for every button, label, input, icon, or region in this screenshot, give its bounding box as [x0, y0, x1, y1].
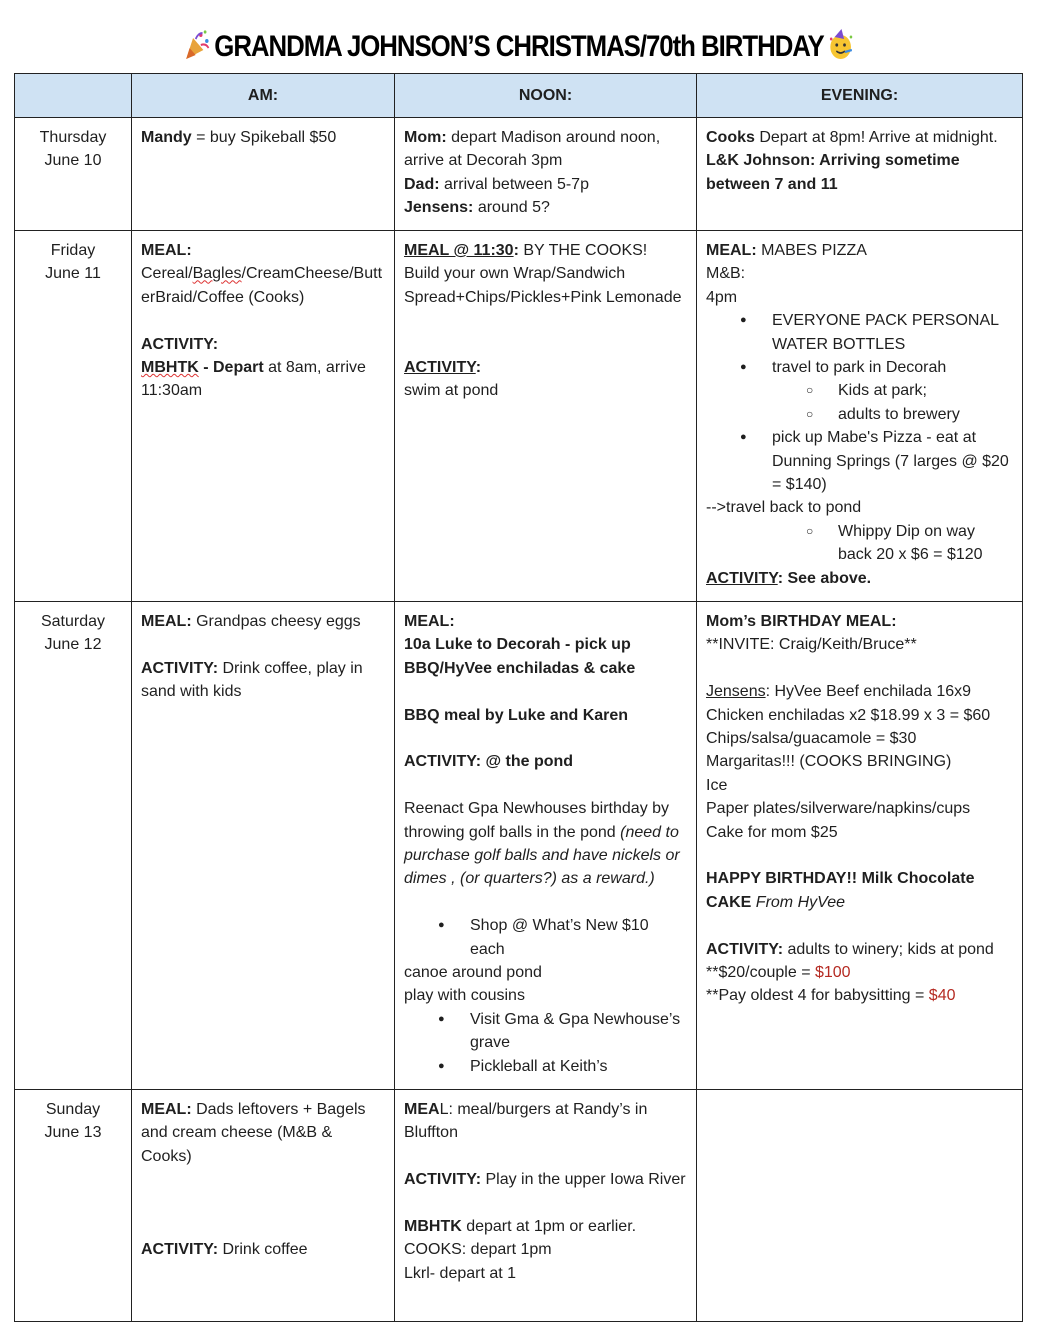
activity-label: ACTIVITY:	[141, 335, 219, 353]
activity-label: ACTIVITY: @ the pond	[404, 753, 574, 771]
paper-text: Paper plates/silverware/napkins/cups	[706, 800, 971, 818]
canoe-text: canoe around pond	[404, 964, 542, 982]
jensens-label: Jensens:	[404, 199, 474, 217]
am-cell	[132, 1090, 395, 1322]
meal-label: MEAL:	[141, 613, 192, 630]
activity-text: Drink coffee, play in sand with kids	[141, 659, 363, 701]
evening-cell	[697, 231, 1023, 602]
evening-cell	[697, 1090, 1023, 1322]
activity-label: ACTIVITY	[404, 359, 476, 376]
cooks-text: Depart at 8pm! Arrive at midnight.	[754, 129, 998, 146]
day-cell	[15, 231, 132, 602]
play-text: play with cousins	[404, 987, 525, 1005]
meal-text-a: Cereal/	[141, 265, 193, 283]
birthday-from: From HyVee	[751, 893, 845, 911]
title-text: GRANDMA JOHNSON’S CHRISTMAS/70th BIRTHDAY	[214, 30, 824, 63]
activity-label: ACTIVITY:	[141, 1241, 219, 1259]
partying-face-icon	[827, 29, 855, 61]
depart-label: - Depart	[198, 359, 264, 377]
couple-text: **$20/couple =	[706, 964, 815, 982]
noon-list	[404, 914, 687, 961]
birthday-text: HAPPY BIRTHDAY!! Milk Chocolate CAKE	[706, 870, 975, 911]
day-name: Friday	[50, 242, 96, 259]
activity-colon: :	[475, 359, 482, 376]
evening-sublist	[706, 520, 1013, 567]
corner-header	[15, 74, 132, 118]
day-cell	[15, 602, 132, 1090]
dad-text: arrival between 5-7p	[439, 175, 589, 193]
day-date: June 13	[44, 1124, 102, 1142]
noon-cell	[395, 231, 697, 602]
meal-text: BY THE COOKS!	[518, 242, 648, 259]
thursday-row	[15, 118, 1023, 231]
activity-text	[141, 356, 385, 403]
chips-text: Chips/salsa/guacamole = $30	[706, 730, 917, 748]
list-item: ● Shop @ What’s New $10 each	[470, 914, 687, 961]
meal-label: MEAL:	[141, 1101, 192, 1118]
meal-text-b: Bagles	[192, 265, 242, 283]
schedule-table	[14, 73, 1023, 1322]
activity-label: ACTIVITY	[706, 569, 778, 587]
noon-list	[404, 1008, 687, 1078]
am-cell	[132, 118, 395, 231]
evening-header: EVENING:	[697, 74, 1023, 118]
day-date: June 10	[44, 152, 102, 170]
meal-text	[141, 262, 385, 309]
sublist-item: ○ Whippy Dip on way back 20 x $6 = $120	[838, 520, 1013, 567]
list-item: ● Visit Gma & Gpa Newhouse’s grave	[470, 1008, 687, 1055]
jensens-text: : HyVee Beef enchilada 16x9	[765, 683, 972, 701]
day-name: Saturday	[40, 613, 106, 630]
page-title	[73, 28, 966, 66]
day-cell	[15, 1090, 132, 1322]
ice-text: Ice	[706, 776, 728, 794]
mbhtk-label: MBHTK	[404, 1218, 462, 1235]
margaritas-text: Margaritas!!! (COOKS BRINGING)	[706, 753, 952, 771]
meal-label: MEAL:	[141, 242, 192, 259]
mom-text: depart Madison around noon, arrive at Decorah 3pm	[404, 129, 661, 170]
activity-text: adults to winery; kids at pond	[783, 940, 994, 958]
travel-back-text: -->travel back to pond	[706, 499, 862, 517]
am-cell	[132, 602, 395, 1090]
jensens-text: around 5?	[473, 199, 550, 217]
evening-list	[706, 309, 1013, 379]
meal-text: Grandpas cheesy eggs	[191, 613, 361, 630]
mbhtk-text: depart at 1pm or earlier.	[461, 1218, 637, 1235]
meal-text: MABES PIZZA	[756, 242, 867, 259]
mom-label: Mom:	[404, 129, 447, 146]
reenact-text: Reenact Gpa Newhouses birthday by throwing golf balls in the pond	[404, 800, 670, 841]
sublist-item: ○ adults to brewery	[838, 403, 1013, 426]
reenact-note: (need to purchase golf balls and have nickels or dimes , (or quarters?) as a reward.)	[404, 823, 680, 888]
am-header: AM:	[132, 74, 395, 118]
mbhtk-label: MBHTK	[141, 359, 199, 377]
meal-label: MEAL @ 11:30	[404, 242, 514, 259]
am-cell	[132, 231, 395, 602]
meal-text: Dads leftovers + Bagels and cream cheese (M&B & Cooks)	[141, 1101, 366, 1165]
noon-header: NOON:	[395, 74, 697, 118]
evening-sublist	[706, 379, 1013, 426]
babysit-text: **Pay oldest 4 for babysitting =	[706, 987, 929, 1005]
cake-text: Cake for mom $25	[706, 823, 838, 841]
friday-row	[15, 231, 1023, 602]
day-date: June 12	[44, 636, 102, 654]
lk-johnson-text: L&K Johnson: Arriving sometime between 7 and 11	[706, 152, 960, 193]
sublist-item: ○ Kids at park;	[838, 379, 1013, 402]
noon-cell	[395, 1090, 697, 1322]
jensens-label: Jensens	[706, 683, 766, 701]
meal-label: MEAL:	[706, 242, 757, 259]
activity-label: ACTIVITY:	[706, 940, 784, 958]
luke-text: 10a Luke to Decorah - pick up BBQ/HyVee enchiladas & cake	[404, 636, 636, 677]
depart-text: at 8am, arrive 11:30am	[141, 359, 366, 400]
activity-label: ACTIVITY:	[141, 659, 219, 677]
activity-text: Drink coffee	[218, 1241, 308, 1259]
mandy-text: = buy Spikeball $50	[191, 129, 337, 146]
sunday-row	[15, 1090, 1023, 1322]
party-popper-icon	[183, 29, 211, 61]
meal-colon: :	[513, 242, 519, 259]
activity-text: : See above.	[777, 569, 872, 587]
dad-label: Dad:	[404, 175, 440, 193]
activity-text: Play in the upper Iowa River	[481, 1171, 686, 1189]
day-name: Sunday	[45, 1101, 101, 1118]
meal-text-c: /CreamCheese/ButterBraid/Coffee (Cooks)	[141, 265, 383, 306]
day-cell	[15, 118, 132, 231]
noon-cell	[395, 602, 697, 1090]
mb-label: M&B:	[706, 265, 746, 283]
evening-cell	[697, 602, 1023, 1090]
list-item: ● EVERYONE PACK PERSONAL WATER BOTTLES	[772, 309, 1013, 356]
noon-cell	[395, 118, 697, 231]
lkrl-text: Lkrl- depart at 1	[404, 1264, 517, 1282]
invite-text: **INVITE: Craig/Keith/Bruce**	[706, 636, 917, 654]
day-name: Thursday	[39, 129, 107, 146]
time-text: 4pm	[706, 288, 738, 306]
day-date: June 11	[45, 265, 101, 283]
activity-text: swim at pond	[404, 382, 499, 400]
list-item: ● pick up Mabe's Pizza - eat at Dunning Springs (7 larges @ $20 = $140)	[772, 426, 1013, 496]
couple-amount: $100	[814, 964, 851, 982]
saturday-row	[15, 602, 1023, 1090]
evening-list	[706, 426, 1013, 496]
list-item: ● travel to park in Decorah	[772, 356, 1013, 379]
cooks-text: COOKS: depart 1pm	[404, 1241, 552, 1259]
meal-line-3: Spread+Chips/Pickles+Pink Lemonade	[404, 288, 682, 306]
activity-label: ACTIVITY:	[404, 1171, 482, 1189]
cooks-label: Cooks	[706, 129, 755, 146]
meal-line-2: Build your own Wrap/Sandwich	[404, 265, 626, 283]
evening-cell	[697, 118, 1023, 231]
meal-label: Mom’s BIRTHDAY MEAL:	[706, 613, 897, 630]
chicken-text: Chicken enchiladas x2 $18.99 x 3 = $60	[706, 706, 991, 724]
bbq-text: BBQ meal by Luke and Karen	[404, 706, 629, 724]
meal-label: MEAL:	[404, 613, 455, 630]
mandy-label: Mandy	[141, 129, 192, 146]
meal-label: MEA	[404, 1101, 440, 1118]
header-row	[15, 74, 1023, 118]
babysit-amount: $40	[928, 987, 956, 1005]
list-item: ● Pickleball at Keith’s	[470, 1055, 687, 1078]
meal-text: L: meal/burgers at Randy’s in Bluffton	[404, 1101, 648, 1142]
